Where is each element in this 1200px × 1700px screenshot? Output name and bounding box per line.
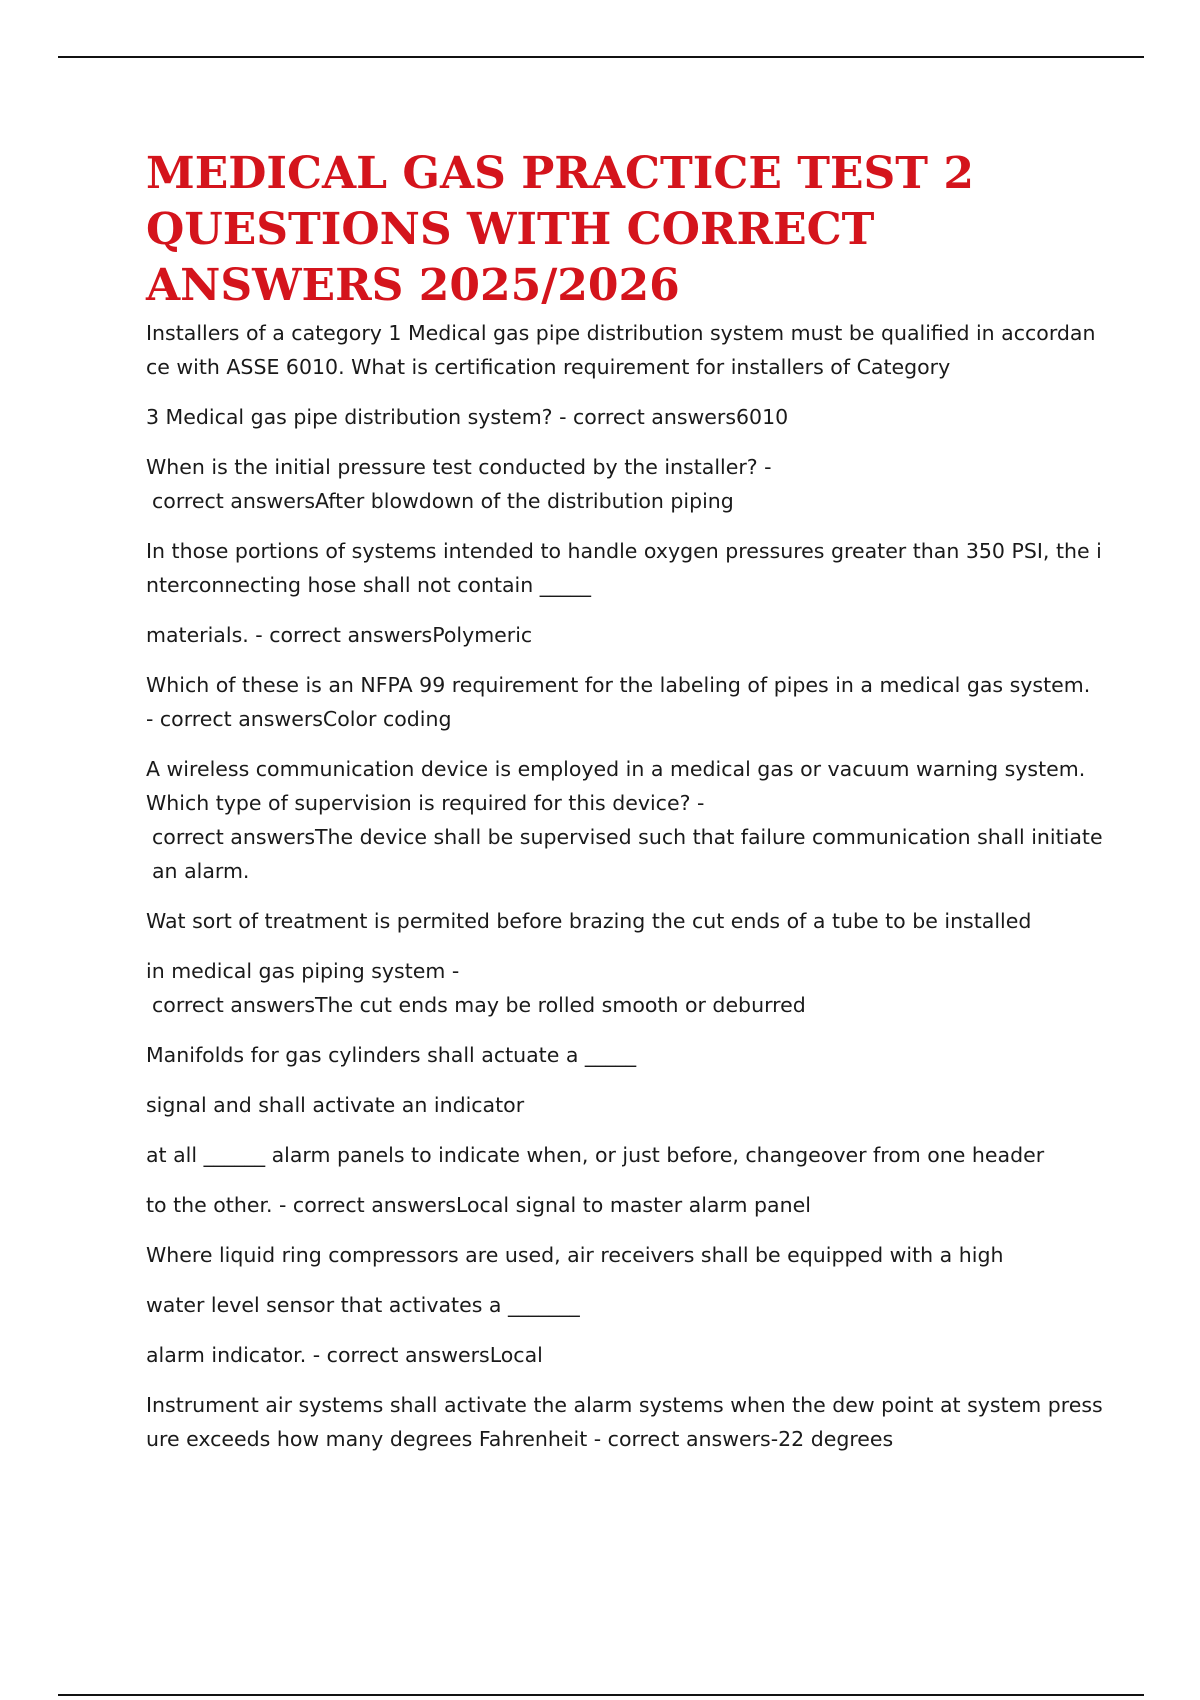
text-line: to the other. - correct answersLocal signal to master alarm panel — [146, 1193, 811, 1217]
text-line: ure exceeds how many degrees Fahrenheit - correct answers-22 degrees — [146, 1427, 894, 1451]
text-line: In those portions of systems intended to handle oxygen pressures greater than 350 PSI, the i — [146, 539, 1102, 563]
text-line: - correct answersColor coding — [146, 707, 452, 731]
title-line: ANSWERS 2025/2026 — [146, 260, 680, 311]
question-paragraph — [146, 1388, 1103, 1456]
question-paragraph — [146, 1088, 1066, 1122]
text-line: Wat sort of treatment is permited before brazing the cut ends of a tube to be installed — [146, 909, 1032, 933]
text-line: A wireless communication device is employed in a medical gas or vacuum warning system. — [146, 757, 1086, 781]
text-line: Which type of supervision is required for this device? - — [146, 791, 705, 815]
question-paragraph — [146, 316, 1096, 384]
answer-paragraph — [146, 400, 1066, 434]
text-line: Where liquid ring compressors are used, air receivers shall be equipped with a high — [146, 1243, 1004, 1267]
question-paragraph — [146, 450, 1066, 518]
text-line: signal and shall activate an indicator — [146, 1093, 525, 1117]
question-paragraph — [146, 534, 1102, 602]
text-line: water level sensor that activates a _______ — [146, 1293, 580, 1317]
text-line: Instrument air systems shall activate the alarm systems when the dew point at system press — [146, 1393, 1103, 1417]
answer-paragraph — [146, 1188, 1066, 1222]
question-paragraph — [146, 1138, 1066, 1172]
text-line: at all ______ alarm panels to indicate when, or just before, changeover from one header — [146, 1143, 1045, 1167]
text-line: correct answersThe cut ends may be rolled smooth or deburred — [152, 993, 806, 1017]
title-line: QUESTIONS WITH CORRECT — [146, 204, 875, 255]
text-line: ce with ASSE 6010. What is certification requirement for installers of Category — [146, 355, 951, 379]
text-line: Manifolds for gas cylinders shall actuate a _____ — [146, 1043, 637, 1067]
text-line: nterconnecting hose shall not contain _____ — [146, 573, 591, 597]
text-line: correct answersAfter blowdown of the distribution piping — [152, 489, 734, 513]
answer-paragraph — [146, 618, 1066, 652]
text-line: alarm indicator. - correct answersLocal — [146, 1343, 543, 1367]
document-title — [146, 146, 1066, 314]
text-line: in medical gas piping system - — [146, 959, 460, 983]
question-paragraph — [146, 752, 1103, 888]
text-line: correct answersThe device shall be supervised such that failure communication shall initiate — [152, 825, 1103, 849]
question-paragraph — [146, 904, 1066, 938]
text-line: 3 Medical gas pipe distribution system? - correct answers6010 — [146, 405, 789, 429]
question-paragraph — [146, 1288, 1066, 1322]
text-line: materials. - correct answersPolymeric — [146, 623, 533, 647]
answer-paragraph — [146, 1338, 1066, 1372]
question-paragraph — [146, 1038, 1066, 1072]
title-line: MEDICAL GAS PRACTICE TEST 2 — [146, 148, 974, 199]
question-paragraph — [146, 1238, 1066, 1272]
text-line: When is the initial pressure test conducted by the installer? - — [146, 455, 772, 479]
text-line: an alarm. — [152, 859, 250, 883]
top-rule — [58, 56, 1144, 58]
answer-paragraph — [146, 954, 1066, 1022]
bottom-rule — [58, 1694, 1144, 1696]
question-paragraph — [146, 668, 1091, 736]
document-body — [146, 146, 1103, 1472]
text-line: Installers of a category 1 Medical gas pipe distribution system must be qualified in accordan — [146, 321, 1096, 345]
text-line: Which of these is an NFPA 99 requirement for the labeling of pipes in a medical gas system. — [146, 673, 1091, 697]
